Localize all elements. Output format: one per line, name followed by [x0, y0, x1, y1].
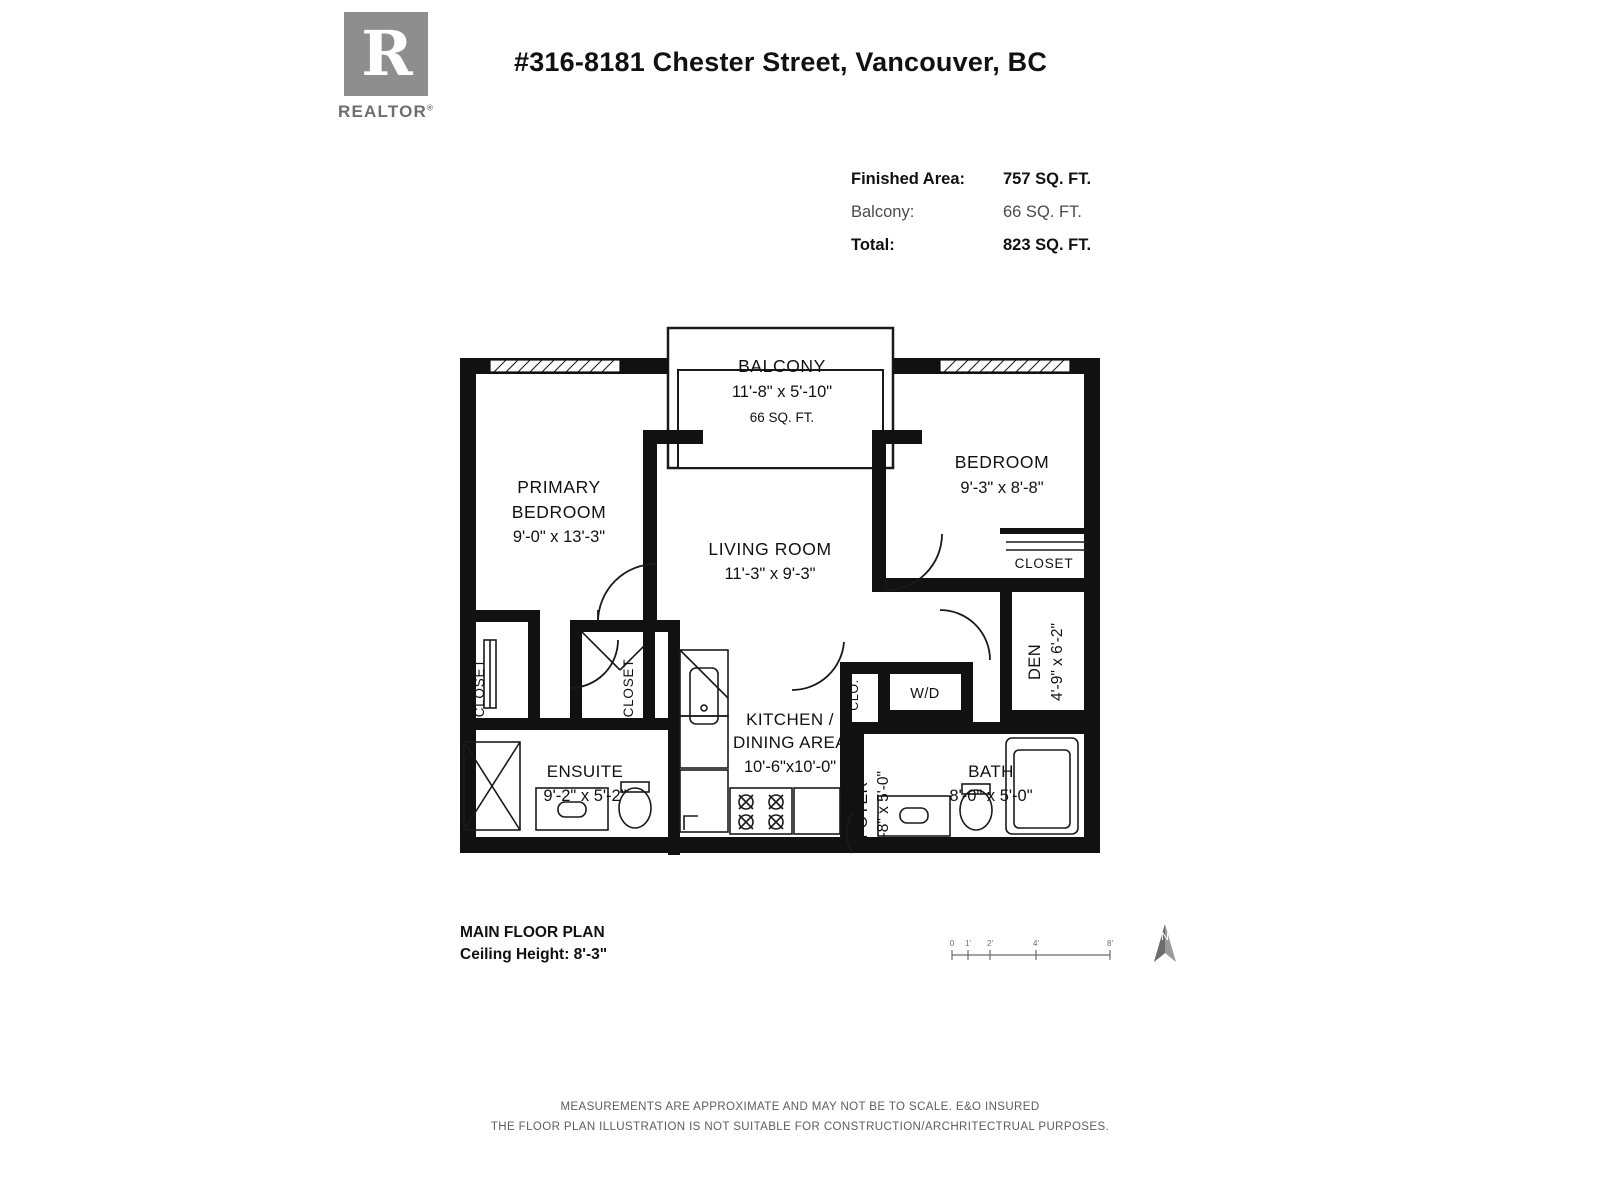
- room-label-kitchen-line1: KITCHEN /: [746, 710, 834, 729]
- scale-tick-1: 1': [965, 939, 971, 948]
- room-label-balcony: BALCONY: [738, 356, 826, 376]
- room-dims-bath: 8'-0" x 5'-0": [949, 787, 1033, 805]
- room-label-foyer: FOYER: [854, 781, 871, 839]
- room-dims-den: 4'-9" x 6'-2": [1049, 622, 1066, 702]
- room-area-balcony: 66 SQ. FT.: [749, 410, 815, 425]
- room-label-kitchen-line2: DINING AREA: [733, 733, 847, 752]
- area-row-total: [851, 236, 1151, 255]
- area-row-finished: [851, 170, 1151, 189]
- scale-tick-2: 2': [987, 939, 993, 948]
- realtor-logo-mark: [344, 12, 428, 96]
- page-title: #316-8181 Chester Street, Vancouver, BC: [514, 47, 1048, 77]
- area-value-finished: 757 SQ. FT.: [1003, 170, 1092, 188]
- registered-mark: ®: [427, 103, 435, 113]
- area-value-balcony: 66 SQ. FT.: [1003, 203, 1082, 221]
- realtor-logo-wordmark-text: REALTOR: [338, 102, 427, 121]
- area-label-finished: Finished Area:: [851, 170, 965, 188]
- room-dims-balcony: 11'-8" x 5'-10": [731, 383, 833, 401]
- plan-name: MAIN FLOOR PLAN: [460, 924, 605, 941]
- room-label-primary-line1: PRIMARY: [517, 477, 601, 497]
- room-dims-living: 11'-3" x 9'-3": [724, 565, 816, 583]
- disclaimer-line-1: MEASUREMENTS ARE APPROXIMATE AND MAY NOT BE TO SCALE. E&O INSURED: [560, 1101, 1040, 1113]
- realtor-logo: [338, 12, 438, 127]
- room-dims-bedroom: 9'-3" x 8'-8": [960, 479, 1044, 497]
- closet-label-bedroom: CLOSET: [1014, 556, 1074, 571]
- area-summary: [851, 170, 1151, 269]
- kitchen-counter-upper: [680, 650, 728, 716]
- area-label-total: Total:: [851, 236, 895, 254]
- scale-tick-4: 8': [1107, 939, 1113, 948]
- disclaimer: [0, 1098, 1600, 1137]
- closet-label-primary: CLOSET: [472, 658, 487, 718]
- room-label-den: DEN: [1026, 643, 1044, 681]
- room-label-living: LIVING ROOM: [708, 539, 832, 559]
- realtor-logo-wordmark: [338, 102, 434, 122]
- room-label-bedroom: BEDROOM: [954, 452, 1050, 472]
- scale-tick-0: 0: [949, 939, 955, 948]
- room-dims-kitchen: 10'-6"x10'-0": [743, 758, 837, 776]
- room-label-ensuite: ENSUITE: [546, 762, 624, 781]
- plan-caption: [460, 922, 607, 967]
- disclaimer-line-2: THE FLOOR PLAN ILLUSTRATION IS NOT SUITABLE FOR CONSTRUCTION/ARCHRITECTRUAL PURPOSES.: [490, 1120, 1110, 1133]
- kitchen-counter-lower: [680, 770, 728, 832]
- bathtub-fixture: [1006, 738, 1078, 834]
- closet-label-kitchen: CLO.: [847, 679, 861, 711]
- realtor-logo-letter: R: [361, 17, 411, 90]
- closet-label-hall: CLOSET: [621, 658, 636, 718]
- room-dims-primary: 9'-0" x 13'-3": [512, 528, 606, 546]
- scale-tick-3: 4': [1033, 939, 1039, 948]
- laundry-label: W/D: [910, 686, 940, 702]
- area-row-balcony: [851, 203, 1151, 222]
- room-dims-foyer: 3'-8" x 5'-0": [875, 770, 892, 850]
- refrigerator-fixture: [794, 788, 840, 834]
- area-label-balcony: Balcony:: [851, 203, 915, 221]
- area-value-total: 823 SQ. FT.: [1003, 236, 1092, 254]
- compass-north-icon: [1143, 922, 1187, 966]
- floor-plan-drawing: [440, 310, 1140, 890]
- scale-bar: [946, 938, 1116, 964]
- room-dims-ensuite: 9'-2" x 5'-2": [543, 787, 627, 805]
- ceiling-height: Ceiling Height: 8'-3": [460, 946, 608, 964]
- compass-letter: N: [1161, 931, 1169, 943]
- room-label-bath: BATH: [968, 762, 1014, 781]
- room-label-primary-line2: BEDROOM: [511, 502, 607, 522]
